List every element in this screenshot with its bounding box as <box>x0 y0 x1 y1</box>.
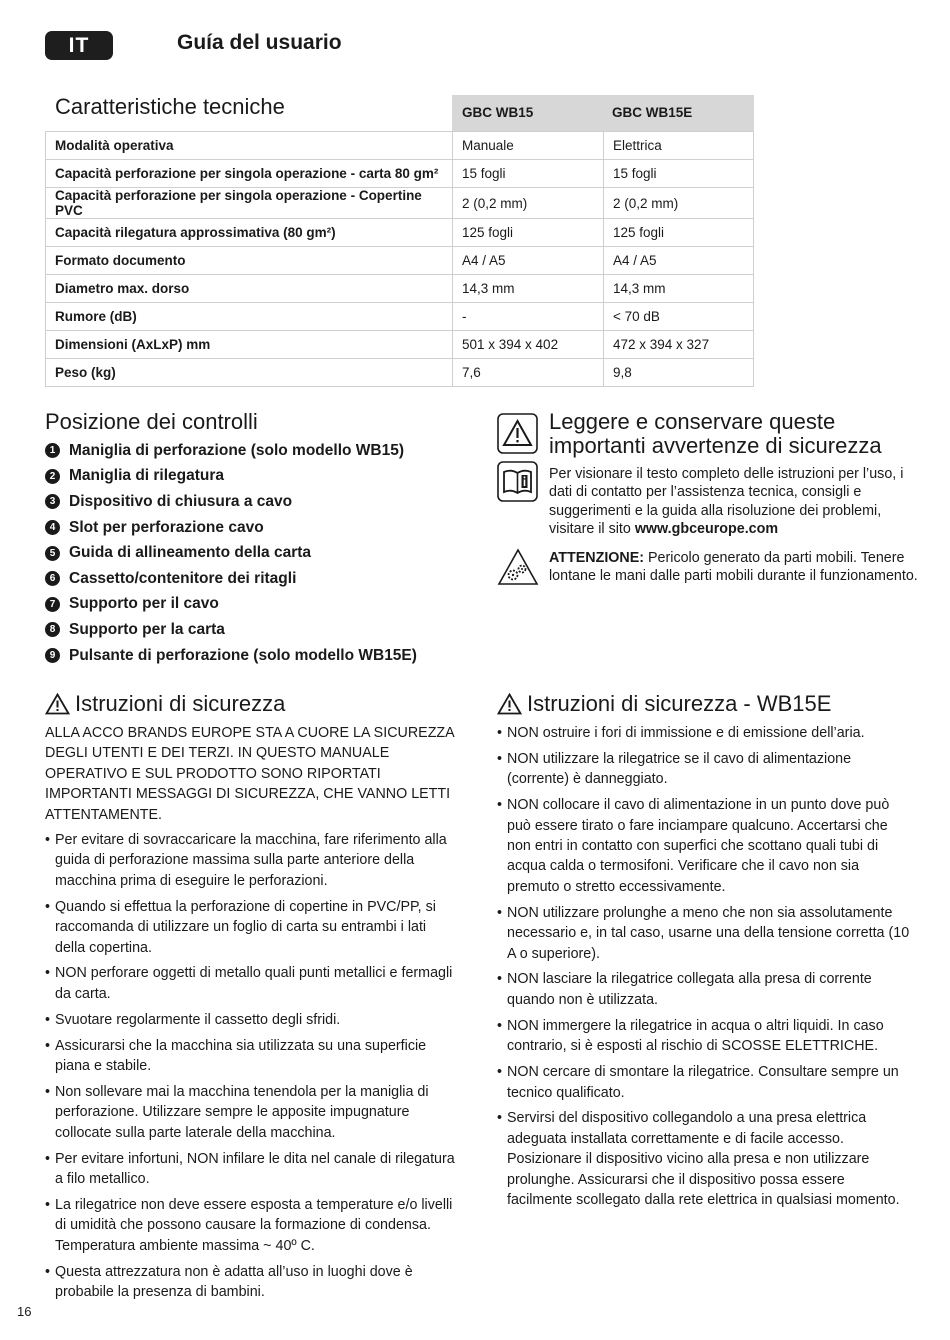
spec-label: Dimensioni (AxLxP) mm <box>46 331 453 359</box>
control-item <box>45 566 417 592</box>
info-text: Per visionare il testo completo delle istruzioni per l’uso, i dati di contatto per l’assistenza tecnica, consigli e suggerimenti e la guida alla risoluzione dei problemi, visitare il sito <box>549 466 904 538</box>
spec-value: 15 fogli <box>453 160 604 188</box>
safety-list <box>45 830 460 1308</box>
control-label: Maniglia di perforazione (solo modello WB15) <box>69 441 404 459</box>
control-number: 9 <box>45 648 60 663</box>
control-item <box>45 540 417 566</box>
spec-row <box>46 275 754 303</box>
page-number: 16 <box>17 1304 32 1319</box>
warnings-info-text <box>549 465 924 539</box>
spec-label: Formato documento <box>46 247 453 275</box>
bullet-item: • NON ostruire i fori di immissione e di emissione dell’aria. <box>497 723 912 743</box>
spec-label: Diametro max. dorso <box>46 275 453 303</box>
attention-label: ATTENZIONE: <box>549 550 645 566</box>
control-number: 5 <box>45 546 60 561</box>
spec-row <box>46 303 754 331</box>
spec-value: 125 fogli <box>604 219 754 247</box>
safety-wb15e-list <box>497 723 912 1216</box>
bullet-item: • NON cercare di smontare la rilegatrice. Consultare sempre un tecnico qualificato. <box>497 1062 912 1103</box>
bullet-item: • NON perforare oggetti di metallo quali punti metallici e fermagli da carta. <box>45 963 460 1004</box>
control-number: 4 <box>45 520 60 535</box>
moving-parts-warning-icon <box>497 548 539 586</box>
controls-title: Posizione dei controlli <box>45 409 258 434</box>
bullet-item: • Non sollevare mai la macchina tenendola per la maniglia di perforazione. Utilizzare sempre le apposite impugnature collocate sulla parte laterale della macchina. <box>45 1082 460 1143</box>
spec-row <box>46 219 754 247</box>
control-item <box>45 438 417 464</box>
column-header-wb15e: GBC WB15E <box>612 105 693 120</box>
warnings-title: Leggere e conservare queste importanti avvertenze di sicurezza <box>549 409 882 458</box>
control-item <box>45 617 417 643</box>
spec-value: 125 fogli <box>453 219 604 247</box>
bullet-item: • NON lasciare la rilegatrice collegata alla presa di corrente quando non è utilizzata. <box>497 969 912 1010</box>
spec-row <box>46 188 754 219</box>
safety-wb15e-title-text: Istruzioni di sicurezza - WB15E <box>527 691 832 716</box>
control-item <box>45 489 417 515</box>
control-number: 6 <box>45 571 60 586</box>
bullet-item: • Servirsi del dispositivo collegandolo a una presa elettrica adeguata installata correttamente e di facile accesso. Posizionare il dispositivo vicino alla presa e non utilizzare prolunghe. Assicurarsi che il dispositivo possa essere facilmente scollegato dalla rete elettrica in qualsiasi momento. <box>497 1108 912 1210</box>
spec-value: 14,3 mm <box>453 275 604 303</box>
controls-list <box>45 438 417 668</box>
language-badge: IT <box>45 31 113 60</box>
spec-row <box>46 331 754 359</box>
website-link[interactable]: www.gbceurope.com <box>634 521 779 538</box>
spec-row <box>46 359 754 387</box>
warning-icon <box>45 693 70 715</box>
attention-text <box>549 549 924 586</box>
spec-value: 9,8 <box>604 359 754 387</box>
spec-label: Capacità rilegatura approssimativa (80 gm²) <box>46 219 453 247</box>
safety-intro: ALLA ACCO BRANDS EUROPE STA A CUORE LA SICUREZZA DEGLI UTENTI E DEI TERZI. IN QUESTO MANUALE OPERATIVO E SUL PRODOTTO SONO RIPORTATI IMPORTANTI MESSAGGI DI SICUREZZA, CHE VANNO LETTI ATTENTAMENTE. <box>45 725 454 823</box>
attention-message: Pericolo generato da parti mobili. Tenere lontane le mani dalle parti mobili durante il funzionamento. <box>549 550 918 585</box>
control-label: Supporto per la carta <box>69 620 225 638</box>
spec-value: 2 (0,2 mm) <box>604 188 754 219</box>
spec-label: Peso (kg) <box>46 359 453 387</box>
spec-value: A4 / A5 <box>604 247 754 275</box>
column-header-wb15: GBC WB15 <box>462 105 534 120</box>
spec-value: - <box>453 303 604 331</box>
control-number: 3 <box>45 494 60 509</box>
control-item <box>45 464 417 490</box>
spec-label: Capacità perforazione per singola operazione - carta 80 gm² <box>46 160 453 188</box>
warning-triangle-icon <box>497 413 538 454</box>
spec-value: < 70 dB <box>604 303 754 331</box>
spec-value: 15 fogli <box>604 160 754 188</box>
spec-value: 7,6 <box>453 359 604 387</box>
warning-icon <box>497 693 522 715</box>
bullet-item: • La rilegatrice non deve essere esposta a temperature e/o livelli di umidità che possono causare la formazione di condensa. Temperatura ambiente massima ~ 40º C. <box>45 1195 460 1256</box>
spec-row <box>46 132 754 160</box>
spec-label: Capacità perforazione per singola operazione - Copertine PVC <box>46 188 453 219</box>
bullet-item: • Per evitare infortuni, NON infilare le dita nel canale di rilegatura a filo metallico. <box>45 1149 460 1190</box>
safety-title <box>45 691 285 717</box>
control-item <box>45 643 417 669</box>
page-title: Guía del usuario <box>177 31 342 54</box>
spec-value: Elettrica <box>604 132 754 160</box>
bullet-item: • Quando si effettua la perforazione di copertine in PVC/PP, si raccomanda di utilizzare un foglio di carta su entrambi i lati della copertina. <box>45 897 460 958</box>
bullet-item: • NON immergere la rilegatrice in acqua o altri liquidi. In caso contrario, si è esposti al rischio di SCOSSE ELETTRICHE. <box>497 1016 912 1057</box>
control-label: Dispositivo di chiusura a cavo <box>69 492 293 510</box>
spec-value: 14,3 mm <box>604 275 754 303</box>
bullet-item: • Svuotare regolarmente il cassetto degli sfridi. <box>45 1010 460 1030</box>
read-manual-icon <box>497 461 538 502</box>
control-label: Supporto per il cavo <box>69 595 219 613</box>
spec-label: Modalità operativa <box>46 132 453 160</box>
control-label: Maniglia di rilegatura <box>69 467 225 485</box>
control-item <box>45 592 417 618</box>
specs-header <box>452 95 754 131</box>
control-number: 8 <box>45 622 60 637</box>
control-label: Guida di allineamento della carta <box>69 544 312 562</box>
bullet-item: • Per evitare di sovraccaricare la macchina, fare riferimento alla guida di perforazione massima sulla parte anteriore della macchina prima di eseguire le perforazioni. <box>45 830 460 891</box>
specs-table <box>45 131 754 387</box>
spec-value: 501 x 394 x 402 <box>453 331 604 359</box>
control-label: Pulsante di perforazione (solo modello WB15E) <box>69 646 417 664</box>
control-number: 2 <box>45 469 60 484</box>
spec-value: 2 (0,2 mm) <box>453 188 604 219</box>
specs-title: Caratteristiche tecniche <box>55 94 285 119</box>
spec-value: A4 / A5 <box>453 247 604 275</box>
spec-row <box>46 160 754 188</box>
control-item <box>45 515 417 541</box>
bullet-item: • NON collocare il cavo di alimentazione in un punto dove può può essere tirato o fare inciampare qualcuno. Accertarsi che non entri in contatto con superfici che scottano quali tubi di acqua calda o termosifoni. Verificare che il cavo non sia premuto o stretto eccessivamente. <box>497 795 912 897</box>
bullet-item: • Assicurarsi che la macchina sia utilizzata su una superficie piana e stabile. <box>45 1036 460 1077</box>
safety-wb15e-title <box>497 691 831 717</box>
control-label: Cassetto/contenitore dei ritagli <box>69 569 297 587</box>
control-label: Slot per perforazione cavo <box>69 518 264 536</box>
spec-value: Manuale <box>453 132 604 160</box>
spec-row <box>46 247 754 275</box>
spec-value: 472 x 394 x 327 <box>604 331 754 359</box>
spec-label: Rumore (dB) <box>46 303 453 331</box>
control-number: 7 <box>45 597 60 612</box>
safety-title-text: Istruzioni di sicurezza <box>75 691 286 716</box>
bullet-item: • NON utilizzare prolunghe a meno che non sia assolutamente necessario e, in tal caso, usarne una della tensione corretta (10 A o superiore). <box>497 903 912 964</box>
control-number: 1 <box>45 443 60 458</box>
bullet-item: • NON utilizzare la rilegatrice se il cavo di alimentazione (corrente) è danneggiato. <box>497 749 912 790</box>
bullet-item: • Questa attrezzatura non è adatta all’uso in luoghi dove è probabile la presenza di bambini. <box>45 1262 460 1303</box>
